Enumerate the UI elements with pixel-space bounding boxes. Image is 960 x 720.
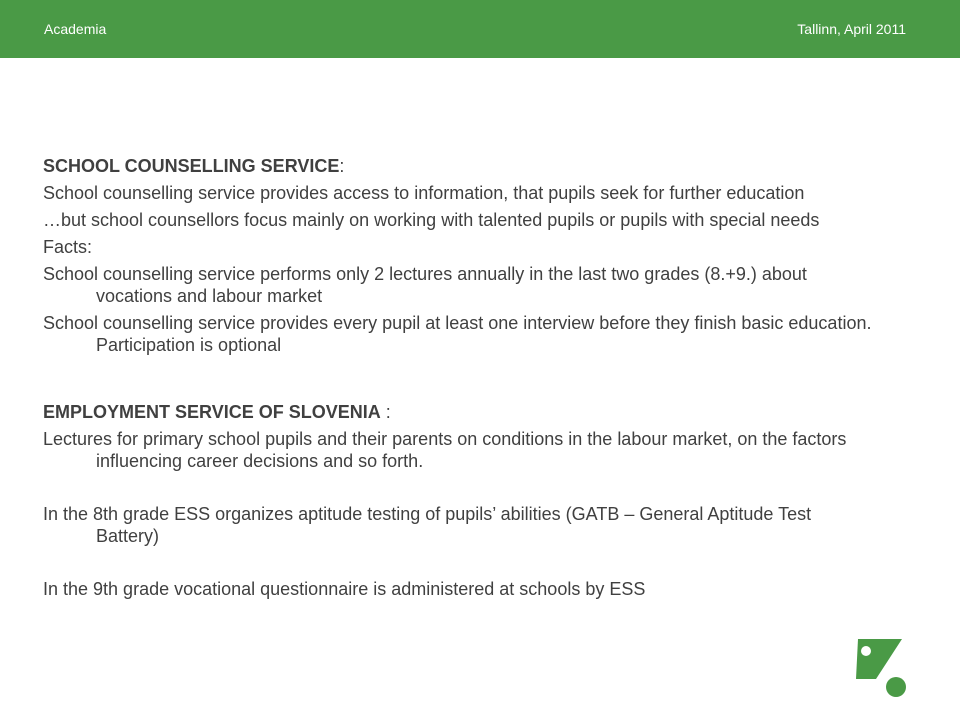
paragraph: In the 9th grade vocational questionnaire is administered at schools by ESS [43, 579, 646, 599]
paragraph: School counselling service provides access to information, that pupils seek for further education [43, 183, 805, 203]
header-org-name: Academia [44, 21, 107, 37]
header-bar [0, 0, 960, 58]
section-heading-school-counselling [43, 155, 873, 177]
paragraph: Lectures for primary school pupils and their parents on conditions in the labour market, on the factors influencing career decisions and so forth. [43, 429, 847, 471]
academia-logo-icon [852, 635, 908, 699]
paragraph: In the 8th grade ESS organizes aptitude testing of pupils’ abilities (GATB – General Aptitude Test Battery) [43, 504, 812, 546]
paragraph: School counselling service performs only 2 lectures annually in the last two grades (8.+9.) about vocations and labour market [43, 264, 807, 306]
section-heading-employment-service [43, 401, 873, 423]
heading-text: EMPLOYMENT SERVICE OF SLOVENIA [43, 402, 381, 422]
header-location-date: Tallinn, April 2011 [797, 21, 906, 37]
slide-body [43, 155, 873, 605]
heading-text: SCHOOL COUNSELLING SERVICE [43, 156, 340, 176]
paragraph: Facts: [43, 237, 93, 257]
heading-suffix: : [380, 402, 391, 422]
paragraph: School counselling service provides every pupil at least one interview before they finish basic education. Participation is optional [43, 313, 872, 355]
heading-suffix: : [339, 156, 345, 176]
paragraph: …but school counsellors focus mainly on working with talented pupils or pupils with special needs [43, 210, 820, 230]
